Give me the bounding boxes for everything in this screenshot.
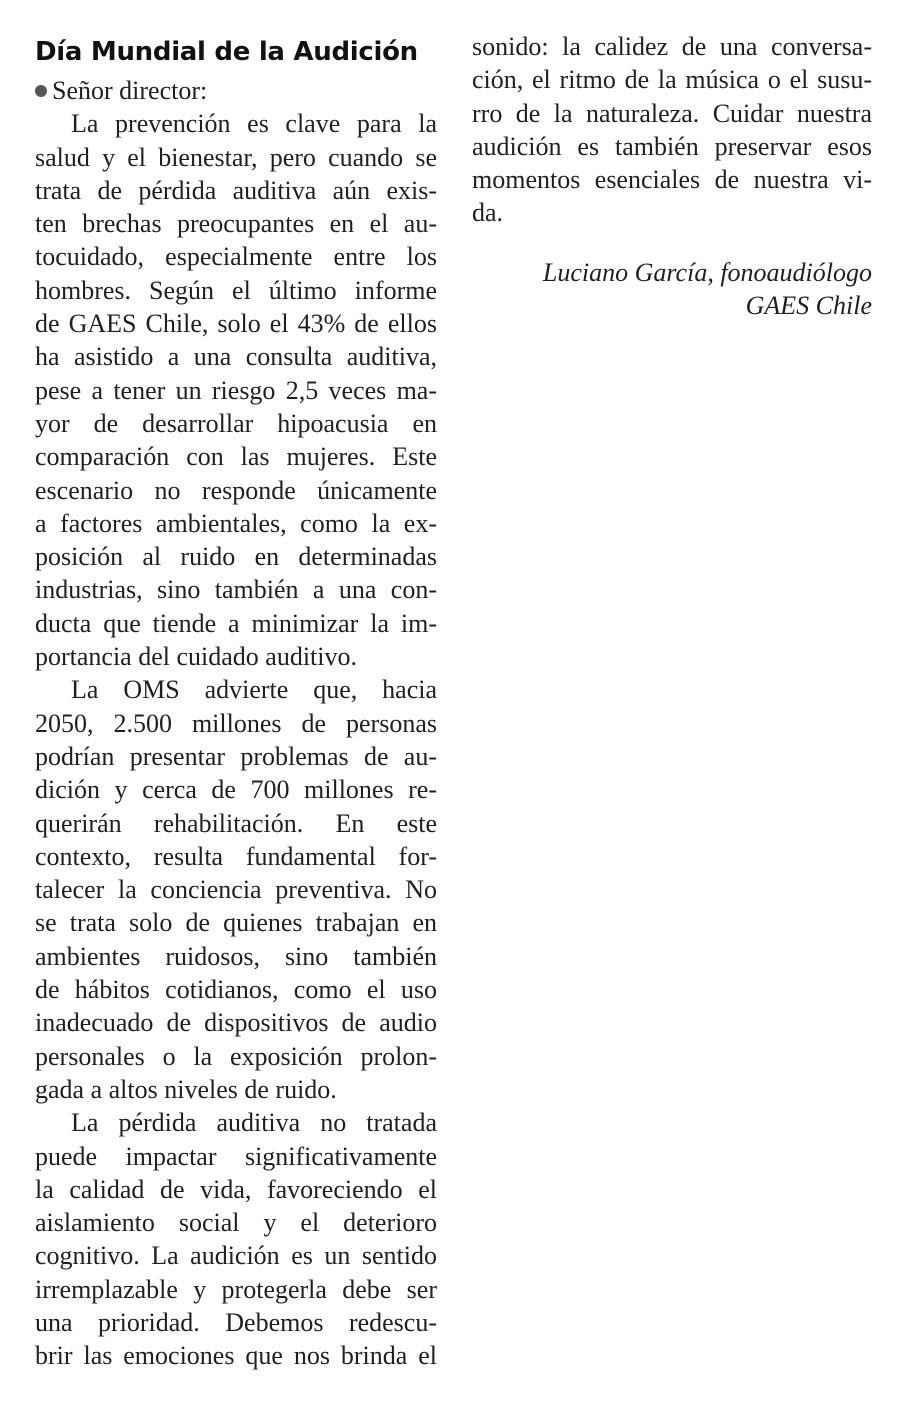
text-line: 2050, 2.500 millones de personas [35,708,437,738]
left-column [35,30,437,1373]
text-line: de hábitos cotidianos, como el uso [35,975,437,1005]
text-line: inadecuado de dispositivos de audio [35,1008,437,1038]
spacer [472,230,872,256]
text-line: yor de desarrollar hipoacusia en [35,408,437,438]
text-line: audición es también preservar esos [472,131,872,161]
text-line: tocuidado, especialmente entre los [35,242,437,272]
text-line: una prioridad. Debemos redescu- [35,1307,437,1337]
text-line: puede impactar significativamente [35,1141,437,1171]
text-line: cognitivo. La audición es un sentido [35,1241,437,1271]
text-line: podrían presentar problemas de au- [35,741,437,771]
text-line: ducta que tiende a minimizar la im- [35,608,437,638]
paragraph-3-continued [472,30,872,230]
text-line: da. [472,198,504,228]
text-line: trata de pérdida auditiva aún exis- [35,175,437,205]
text-line: posición al ruido en determinadas [35,542,437,572]
text-line: La prevención es clave para la [71,109,437,139]
text-line: a factores ambientales, como la ex- [35,508,437,538]
text-line: ción, el ritmo de la música o el susu- [472,65,872,95]
text-line: de GAES Chile, solo el 43% de ellos [35,309,437,339]
text-line: momentos esenciales de nuestra vi- [472,165,872,195]
signature-author: Luciano García, fonoaudiólogo [542,257,872,287]
text-line: escenario no responde únicamente [35,475,437,505]
salutation-text: Señor director: [52,76,208,105]
text-line: ten brechas preocupantes en el au- [35,209,437,239]
text-line: la calidad de vida, favoreciendo el [35,1174,437,1204]
text-line: querirán rehabilitación. En este [35,808,437,838]
text-line: ambientes ruidosos, sino también [35,941,437,971]
text-line: comparación con las mujeres. Este [35,442,437,472]
text-line: industrias, sino también a una con- [35,575,437,605]
text-line: sonido: la calidez de una conversa- [472,32,872,61]
signature-organization: GAES Chile [745,291,872,321]
text-line: La OMS advierte que, hacia [71,675,437,705]
bullet-icon [35,85,47,97]
text-line: rro de la naturaleza. Cuidar nuestra [472,98,872,128]
article-title: Día Mundial de la Audición [35,37,418,67]
text-line: portancia del cuidado auditivo. [35,642,358,672]
text-line: irremplazable y protegerla debe ser [35,1274,437,1304]
text-line: brir las emociones que nos brinda el [35,1341,437,1371]
text-line: personales o la exposición prolon- [35,1041,437,1071]
text-line: aislamiento social y el deterioro [35,1208,437,1238]
text-line: pese a tener un riesgo 2,5 veces ma- [35,375,437,405]
paragraph-2 [35,673,437,1106]
text-line: ha asistido a una consulta auditiva, [35,342,437,372]
text-line: salud y el bienestar, pero cuando se [35,142,437,172]
paragraph-3 [35,1106,437,1372]
text-line: La pérdida auditiva no tratada [71,1108,437,1138]
text-line: dición y cerca de 700 millones re- [35,775,437,805]
text-line: se trata solo de quienes trabajan en [35,908,437,938]
salutation [35,74,437,107]
right-column [472,30,872,322]
paragraph-1 [35,107,437,673]
text-line: talecer la conciencia preventiva. No [35,875,437,905]
signature-block [472,256,872,323]
text-line: hombres. Según el último informe [35,275,437,305]
text-line: contexto, resulta fundamental for- [35,841,437,871]
text-line: gada a altos niveles de ruido. [35,1074,337,1104]
